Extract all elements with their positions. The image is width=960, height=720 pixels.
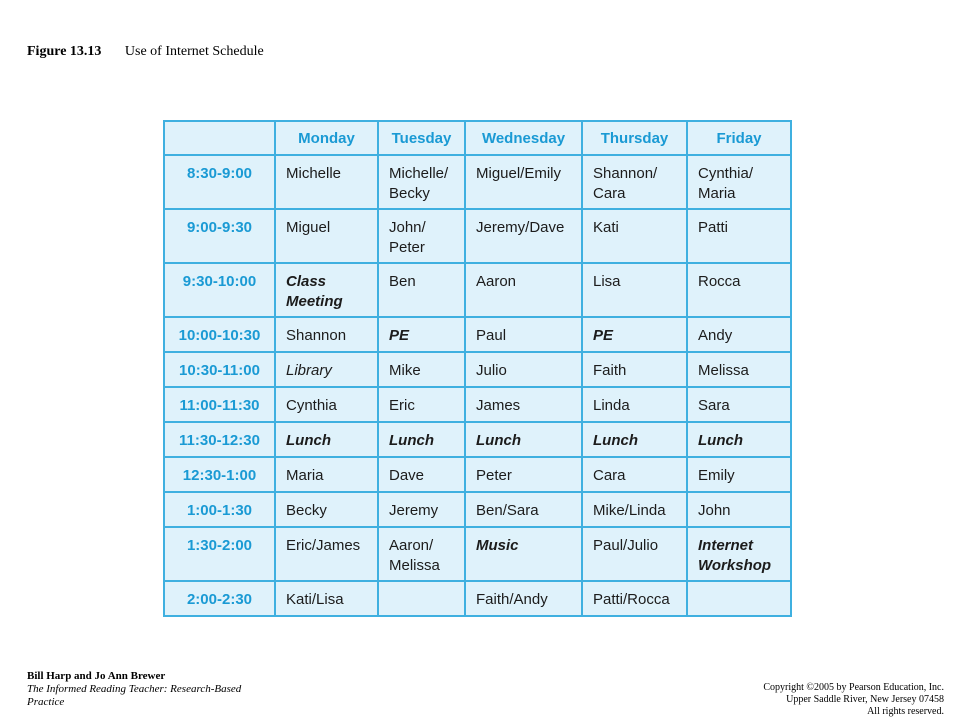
- footer-citation: [27, 670, 242, 709]
- schedule-cell: Miguel/Emily: [465, 155, 582, 209]
- rights-line: All rights reserved.: [867, 706, 944, 717]
- table-row: [164, 422, 791, 457]
- schedule-cell: PE: [378, 317, 465, 352]
- schedule-cell: Patti: [687, 209, 791, 263]
- schedule-cell: Ben/Sara: [465, 492, 582, 527]
- schedule-cell: Lisa: [582, 263, 687, 317]
- schedule-cell: Shannon: [275, 317, 378, 352]
- schedule-cell: Internet Workshop: [687, 527, 791, 581]
- schedule-cell: Lunch: [465, 422, 582, 457]
- schedule-cell: John: [687, 492, 791, 527]
- schedule-cell: Lunch: [378, 422, 465, 457]
- schedule-cell: Jeremy/Dave: [465, 209, 582, 263]
- schedule-cell: Mike: [378, 352, 465, 387]
- time-slot: 10:30-11:00: [164, 352, 275, 387]
- schedule-cell: Dave: [378, 457, 465, 492]
- table-row: [164, 581, 791, 616]
- time-slot: 1:30-2:00: [164, 527, 275, 581]
- schedule-cell: Faith: [582, 352, 687, 387]
- schedule-cell: Becky: [275, 492, 378, 527]
- footer-authors: Bill Harp and Jo Ann Brewer: [27, 670, 166, 682]
- figure-number: Figure 13.13: [27, 44, 102, 59]
- schedule-cell: Faith/Andy: [465, 581, 582, 616]
- schedule-cell: Miguel: [275, 209, 378, 263]
- footer-copyright: [763, 682, 944, 718]
- table-row: [164, 263, 791, 317]
- schedule-cell: Sara: [687, 387, 791, 422]
- copyright-line: Copyright ©2005 by Pearson Education, Inc.: [763, 682, 944, 693]
- schedule-cell: Mike/Linda: [582, 492, 687, 527]
- schedule-cell: Music: [465, 527, 582, 581]
- schedule-cell: Cynthia/ Maria: [687, 155, 791, 209]
- schedule-cell: John/ Peter: [378, 209, 465, 263]
- schedule-cell: Eric: [378, 387, 465, 422]
- table-row: [164, 492, 791, 527]
- header-wednesday: Wednesday: [465, 121, 582, 155]
- schedule-cell: Paul/Julio: [582, 527, 687, 581]
- schedule-cell: Eric/James: [275, 527, 378, 581]
- schedule-table: [163, 120, 792, 617]
- schedule-cell: Michelle: [275, 155, 378, 209]
- time-slot: 9:00-9:30: [164, 209, 275, 263]
- schedule-cell: Shannon/ Cara: [582, 155, 687, 209]
- table-row: [164, 209, 791, 263]
- table-row: [164, 352, 791, 387]
- schedule-cell: Cara: [582, 457, 687, 492]
- table-row: [164, 457, 791, 492]
- schedule-cell: Library: [275, 352, 378, 387]
- header-thursday: Thursday: [582, 121, 687, 155]
- schedule-cell: Aaron/ Melissa: [378, 527, 465, 581]
- schedule-cell: Ben: [378, 263, 465, 317]
- schedule-cell: Jeremy: [378, 492, 465, 527]
- schedule-cell: Kati/Lisa: [275, 581, 378, 616]
- schedule-cell: Rocca: [687, 263, 791, 317]
- time-slot: 9:30-10:00: [164, 263, 275, 317]
- schedule-cell: PE: [582, 317, 687, 352]
- time-slot: 1:00-1:30: [164, 492, 275, 527]
- header-corner: [164, 121, 275, 155]
- time-slot: 11:30-12:30: [164, 422, 275, 457]
- schedule-cell: Andy: [687, 317, 791, 352]
- schedule-cell: Kati: [582, 209, 687, 263]
- footer-book-title: The Informed Reading Teacher: Research-Based Practice: [27, 683, 242, 708]
- schedule-cell: Paul: [465, 317, 582, 352]
- schedule-cell: Peter: [465, 457, 582, 492]
- schedule-cell: Emily: [687, 457, 791, 492]
- header-row: [164, 121, 791, 155]
- schedule-cell: Patti/Rocca: [582, 581, 687, 616]
- header-tuesday: Tuesday: [378, 121, 465, 155]
- table-row: [164, 317, 791, 352]
- time-slot: 2:00-2:30: [164, 581, 275, 616]
- table-row: [164, 387, 791, 422]
- header-friday: Friday: [687, 121, 791, 155]
- time-slot: 11:00-11:30: [164, 387, 275, 422]
- schedule-cell: Aaron: [465, 263, 582, 317]
- schedule-cell: [687, 581, 791, 616]
- time-slot: 8:30-9:00: [164, 155, 275, 209]
- address-line: Upper Saddle River, New Jersey 07458: [786, 694, 944, 705]
- schedule-cell: James: [465, 387, 582, 422]
- figure-caption: Use of Internet Schedule: [124, 44, 264, 59]
- schedule-cell: Melissa: [687, 352, 791, 387]
- schedule-cell: Lunch: [275, 422, 378, 457]
- schedule-cell: Maria: [275, 457, 378, 492]
- time-slot: 12:30-1:00: [164, 457, 275, 492]
- figure-title: [27, 44, 264, 60]
- schedule-cell: Lunch: [687, 422, 791, 457]
- schedule-cell: Julio: [465, 352, 582, 387]
- schedule-cell: Cynthia: [275, 387, 378, 422]
- schedule-cell: Linda: [582, 387, 687, 422]
- schedule-cell: Class Meeting: [275, 263, 378, 317]
- time-slot: 10:00-10:30: [164, 317, 275, 352]
- table-row: [164, 527, 791, 581]
- table-row: [164, 155, 791, 209]
- schedule-cell: Michelle/ Becky: [378, 155, 465, 209]
- schedule-body: [164, 155, 791, 616]
- schedule-cell: Lunch: [582, 422, 687, 457]
- schedule-cell: [378, 581, 465, 616]
- header-monday: Monday: [275, 121, 378, 155]
